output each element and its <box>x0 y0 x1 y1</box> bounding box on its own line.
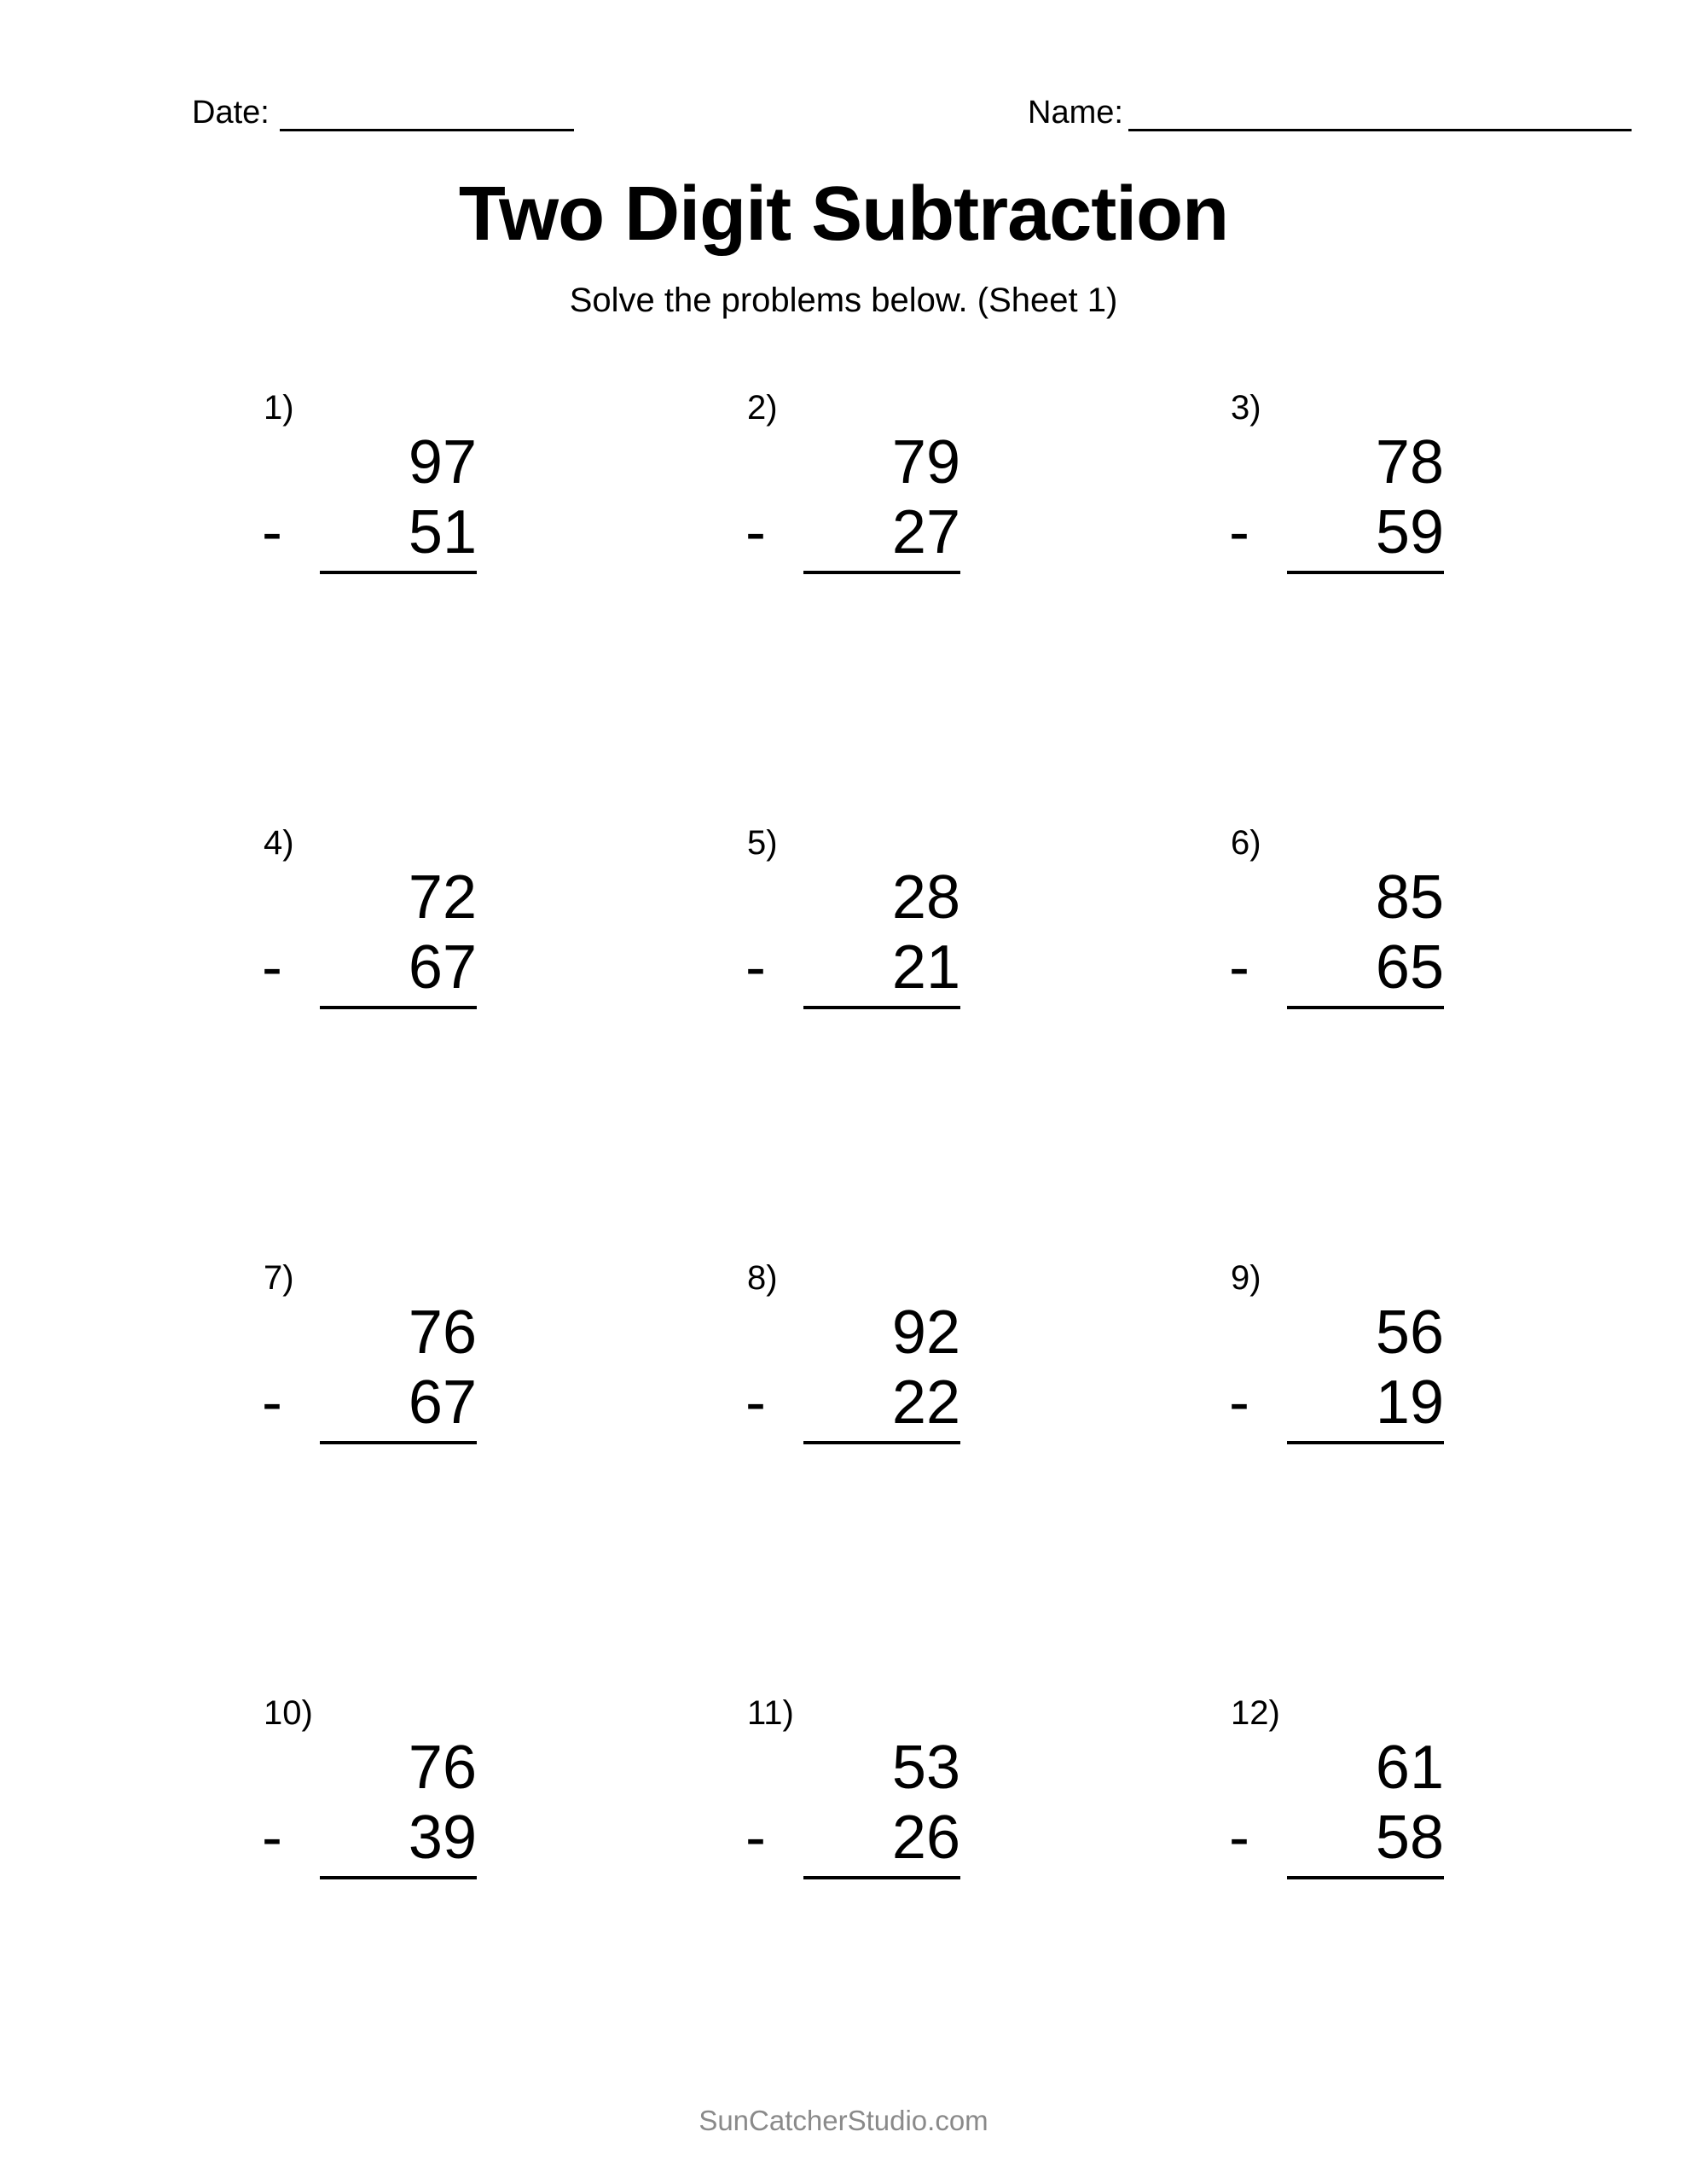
date-write-line[interactable] <box>280 100 574 131</box>
answer-line[interactable] <box>803 1441 960 1444</box>
minus-sign: - <box>1229 933 1249 1002</box>
problem-number: 3) <box>1231 389 1261 427</box>
answer-line[interactable] <box>803 1006 960 1009</box>
problem-subtrahend: 65 <box>1375 933 1444 1002</box>
problem-number: 8) <box>747 1259 778 1297</box>
problem-item <box>623 823 1083 1258</box>
problem-subtrahend: 58 <box>1375 1804 1444 1872</box>
minus-sign: - <box>1229 1804 1249 1872</box>
date-label: Date: <box>192 95 270 131</box>
problem-subtrahend: 59 <box>1375 498 1444 566</box>
answer-line[interactable] <box>320 1006 477 1009</box>
problem-item <box>623 1693 1083 2129</box>
problem-number: 4) <box>264 824 294 862</box>
problem-item <box>162 1693 623 2129</box>
problem-item <box>1083 1258 1544 1693</box>
problem-subtrahend: 26 <box>891 1804 960 1872</box>
problem-minuend: 76 <box>408 1734 477 1802</box>
problem-number: 12) <box>1231 1694 1280 1732</box>
minus-sign: - <box>262 1804 282 1872</box>
problem-number: 11) <box>747 1694 794 1732</box>
problem-item <box>1083 823 1544 1258</box>
problem-item <box>162 388 623 823</box>
problem-item <box>623 1258 1083 1693</box>
answer-line[interactable] <box>1287 1006 1444 1009</box>
minus-sign: - <box>262 933 282 1002</box>
problem-subtrahend: 67 <box>408 933 477 1002</box>
name-label: Name: <box>1028 95 1123 131</box>
minus-sign: - <box>745 1368 766 1437</box>
problem-minuend: 78 <box>1375 428 1444 497</box>
problem-minuend: 56 <box>1375 1298 1444 1367</box>
answer-line[interactable] <box>320 1876 477 1879</box>
page-title: Two Digit Subtraction <box>458 171 1229 257</box>
problem-number: 7) <box>264 1259 294 1297</box>
problem-minuend: 97 <box>408 428 477 497</box>
minus-sign: - <box>262 1368 282 1437</box>
worksheet-header <box>0 94 1687 154</box>
problem-subtrahend: 39 <box>408 1804 477 1872</box>
page-subtitle: Solve the problems below. (Sheet 1) <box>569 282 1118 319</box>
answer-line[interactable] <box>803 571 960 574</box>
footer-credit: SunCatcherStudio.com <box>699 2105 988 2136</box>
problem-number: 6) <box>1231 824 1261 862</box>
problem-item <box>1083 388 1544 823</box>
problem-item <box>162 823 623 1258</box>
answer-line[interactable] <box>320 1441 477 1444</box>
problem-minuend: 85 <box>1375 863 1444 932</box>
answer-line[interactable] <box>320 571 477 574</box>
problem-number: 10) <box>264 1694 313 1732</box>
problem-minuend: 92 <box>891 1298 960 1367</box>
problem-subtrahend: 51 <box>408 498 477 566</box>
name-write-line[interactable] <box>1128 100 1632 131</box>
problem-item <box>1083 1693 1544 2129</box>
problem-minuend: 53 <box>891 1734 960 1802</box>
minus-sign: - <box>745 498 766 566</box>
minus-sign: - <box>1229 1368 1249 1437</box>
name-field-group <box>1028 94 1632 131</box>
minus-sign: - <box>262 498 282 566</box>
problem-item <box>162 1258 623 1693</box>
minus-sign: - <box>745 1804 766 1872</box>
problem-minuend: 28 <box>891 863 960 932</box>
problem-number: 1) <box>264 389 294 427</box>
answer-line[interactable] <box>1287 1441 1444 1444</box>
problem-subtrahend: 27 <box>891 498 960 566</box>
problem-subtrahend: 67 <box>408 1368 477 1437</box>
problem-subtrahend: 22 <box>891 1368 960 1437</box>
minus-sign: - <box>1229 498 1249 566</box>
problem-subtrahend: 21 <box>891 933 960 1002</box>
problem-number: 2) <box>747 389 778 427</box>
answer-line[interactable] <box>1287 1876 1444 1879</box>
problem-number: 9) <box>1231 1259 1261 1297</box>
problem-subtrahend: 19 <box>1375 1368 1444 1437</box>
problem-minuend: 72 <box>408 863 477 932</box>
problem-grid <box>162 388 1544 2129</box>
problem-number: 5) <box>747 824 778 862</box>
answer-line[interactable] <box>803 1876 960 1879</box>
problem-minuend: 76 <box>408 1298 477 1367</box>
date-field-group <box>192 94 574 131</box>
minus-sign: - <box>745 933 766 1002</box>
problem-minuend: 61 <box>1375 1734 1444 1802</box>
problem-item <box>623 388 1083 823</box>
answer-line[interactable] <box>1287 571 1444 574</box>
problem-minuend: 79 <box>891 428 960 497</box>
